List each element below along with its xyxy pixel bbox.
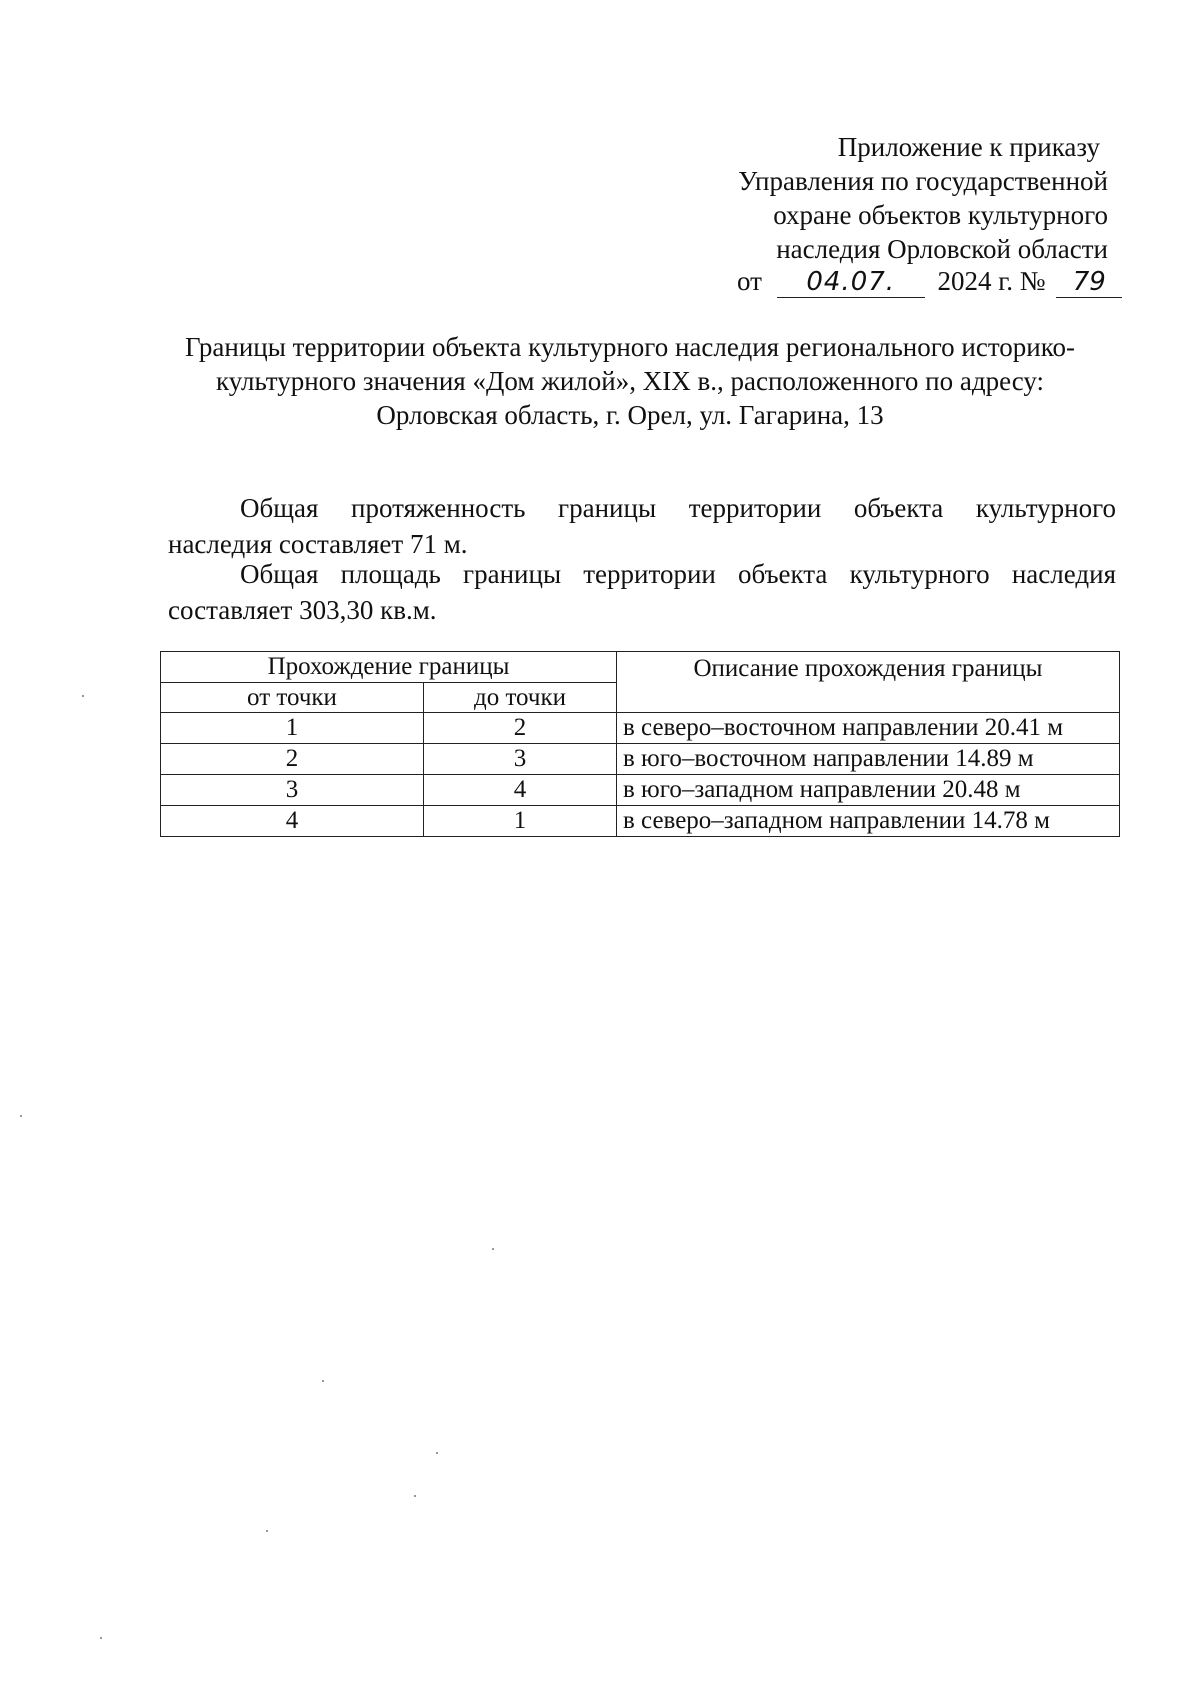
cell-to: 3	[424, 744, 617, 775]
handwritten-order-number: 79	[1056, 269, 1122, 298]
area-text-line-1: Общая площадь границы территории объекта культурного наследия	[240, 559, 1116, 589]
boundary-length-paragraph	[168, 490, 1116, 562]
header-boundary-passage: Прохождение границы	[161, 652, 617, 683]
cell-from: 3	[161, 775, 424, 806]
boundary-table	[160, 651, 1120, 837]
header-to-point: до точки	[424, 683, 617, 713]
header-line-4: наследия Орловской области	[776, 234, 1108, 264]
cell-from: 4	[161, 806, 424, 837]
cell-description: в северо–западном направлении 14.78 м	[617, 806, 1120, 837]
header-line-1: Приложение к приказу	[837, 132, 1100, 162]
date-prefix: от	[737, 266, 762, 296]
scan-speck	[414, 1495, 416, 1497]
year-label: 2024 г. №	[937, 266, 1046, 296]
table-row	[161, 744, 1120, 775]
scan-speck	[20, 1115, 22, 1117]
order-date-line	[737, 264, 1122, 298]
area-text-line-2: составляет 303,30 кв.м.	[168, 595, 437, 625]
length-text-line-1: Общая протяженность границы территории объекта культурного	[240, 493, 1116, 523]
scan-speck	[100, 1637, 102, 1639]
document-title	[150, 330, 1110, 432]
header-line-2: Управления по государственной	[738, 166, 1108, 196]
handwritten-date: 04.07.	[777, 269, 925, 298]
header-line-3: охране объектов культурного	[773, 200, 1108, 230]
cell-to: 4	[424, 775, 617, 806]
appendix-header	[638, 130, 1108, 266]
title-line-3: Орловская область, г. Орел, ул. Гагарина, 13	[376, 400, 884, 430]
cell-from: 1	[161, 713, 424, 744]
title-line-1: Границы территории объекта культурного наследия регионального историко-	[185, 332, 1075, 362]
cell-to: 1	[424, 806, 617, 837]
table-row	[161, 775, 1120, 806]
header-boundary-description: Описание прохождения границы	[617, 652, 1120, 713]
scan-speck	[436, 1452, 438, 1454]
cell-from: 2	[161, 744, 424, 775]
boundary-area-paragraph	[168, 556, 1116, 628]
length-text-line-2: наследия составляет 71 м.	[168, 529, 468, 559]
cell-to: 2	[424, 713, 617, 744]
table-row	[161, 713, 1120, 744]
header-from-point: от точки	[161, 683, 424, 713]
cell-description: в северо–восточном направлении 20.41 м	[617, 713, 1120, 744]
scan-speck	[266, 1530, 268, 1532]
scan-speck	[82, 695, 84, 697]
cell-description: в юго–восточном направлении 14.89 м	[617, 744, 1120, 775]
cell-description: в юго–западном направлении 20.48 м	[617, 775, 1120, 806]
table-row	[161, 806, 1120, 837]
title-line-2: культурного значения «Дом жилой», XIX в., расположенного по адресу:	[215, 366, 1045, 396]
scan-speck	[492, 1248, 494, 1250]
scan-speck	[322, 1380, 324, 1382]
